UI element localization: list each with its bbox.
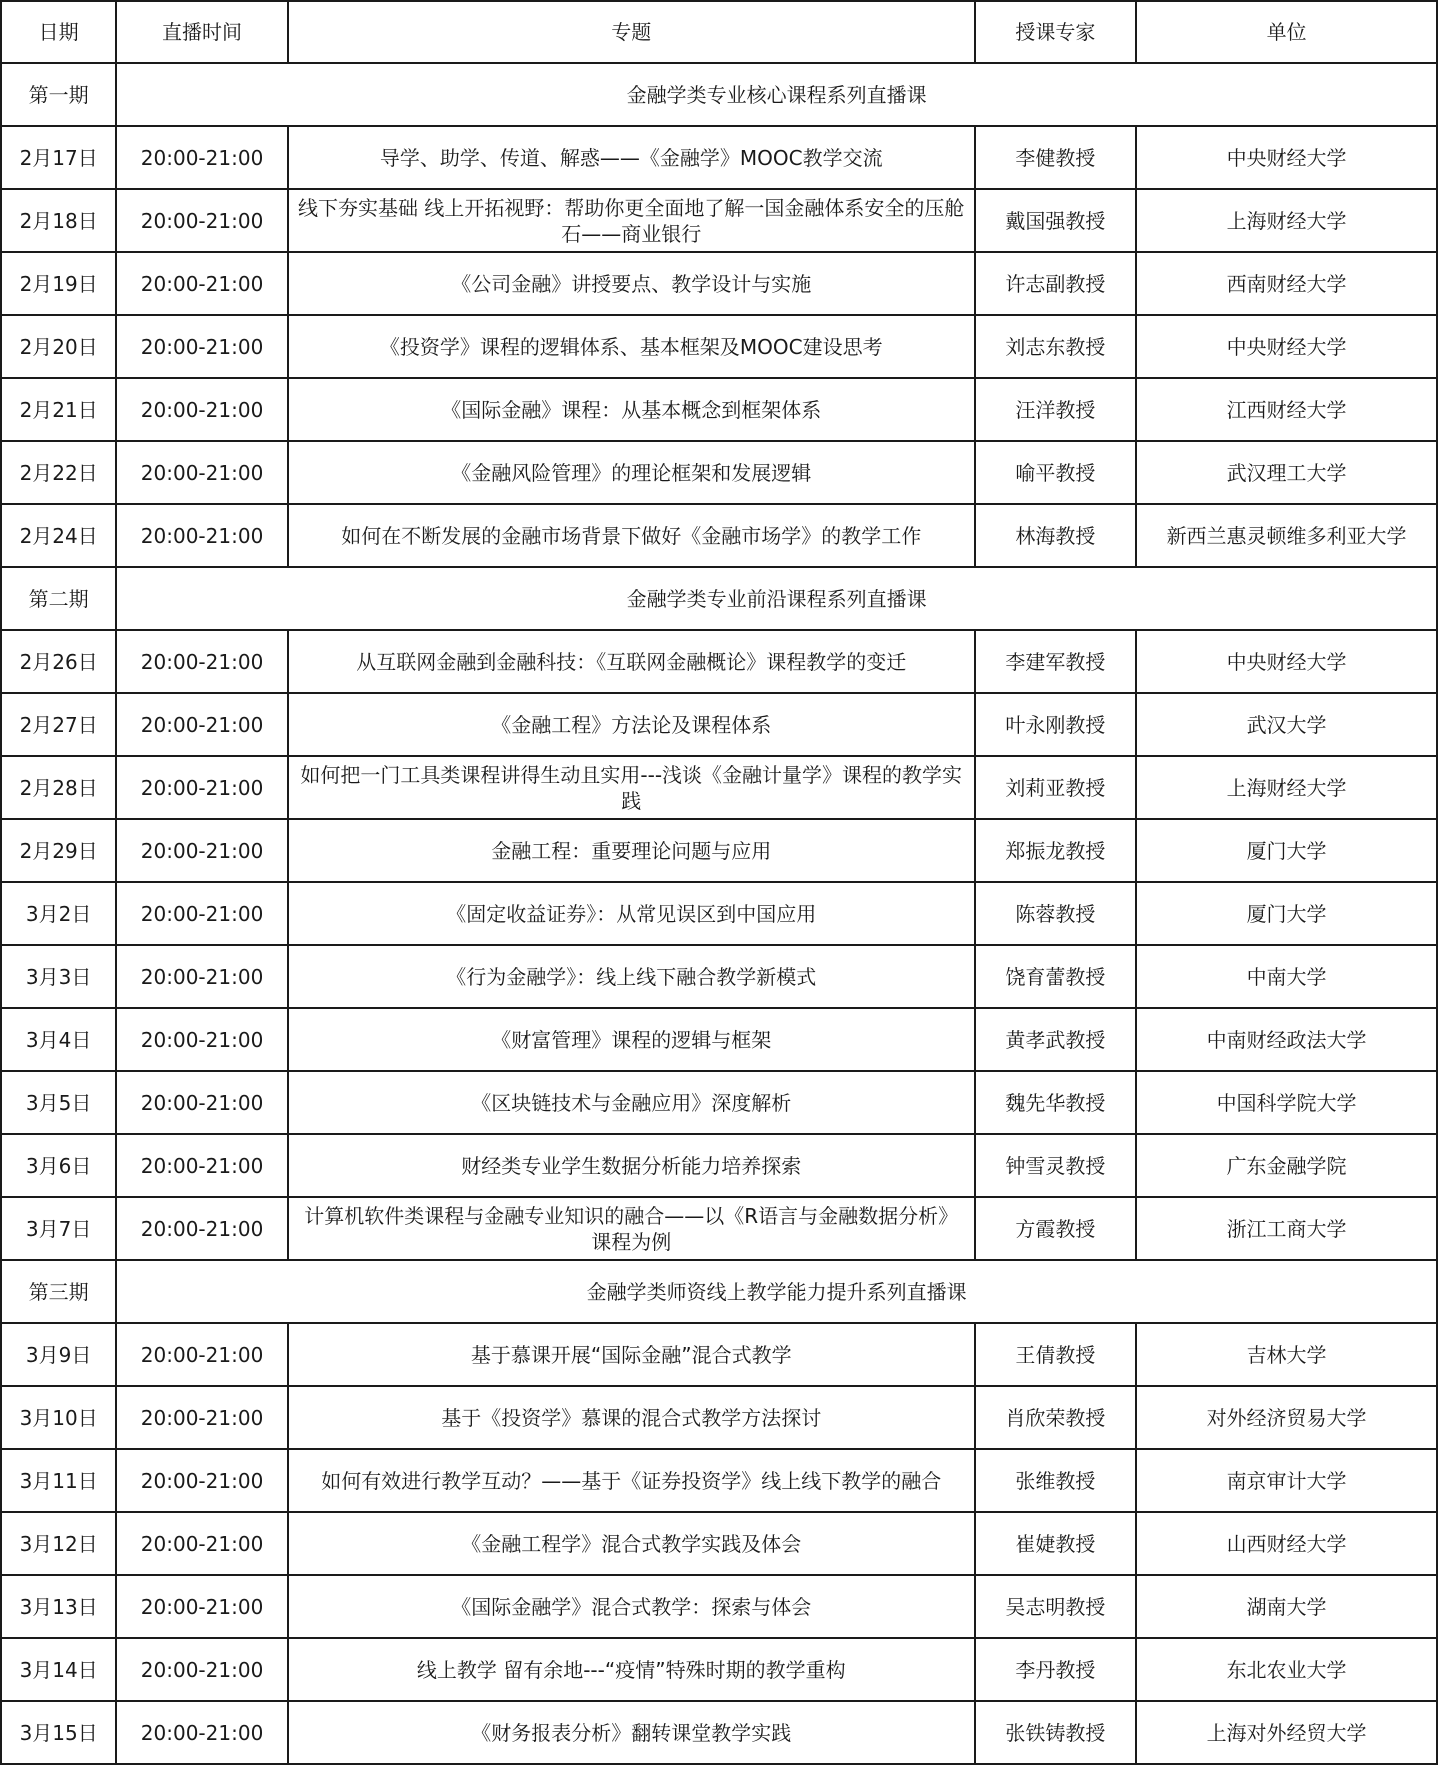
section-period: 第二期 — [1, 567, 116, 630]
cell-date: 3月15日 — [1, 1701, 116, 1764]
cell-date: 2月20日 — [1, 315, 116, 378]
cell-time: 20:00-21:00 — [116, 252, 287, 315]
table-row — [1, 126, 1437, 189]
cell-expert: 饶育蕾教授 — [975, 945, 1136, 1008]
cell-time: 20:00-21:00 — [116, 630, 287, 693]
cell-expert: 许志副教授 — [975, 252, 1136, 315]
cell-date: 2月18日 — [1, 189, 116, 252]
cell-expert: 叶永刚教授 — [975, 693, 1136, 756]
header-topic: 专题 — [288, 1, 975, 63]
cell-time: 20:00-21:00 — [116, 1071, 287, 1134]
cell-expert: 李丹教授 — [975, 1638, 1136, 1701]
cell-topic: 导学、助学、传道、解惑——《金融学》MOOC教学交流 — [288, 126, 975, 189]
table-row — [1, 504, 1437, 567]
cell-topic: 线下夯实基础 线上开拓视野：帮助你更全面地了解一国金融体系安全的压舱石——商业银行 — [288, 189, 975, 252]
cell-date: 2月29日 — [1, 819, 116, 882]
cell-topic: 《金融工程》方法论及课程体系 — [288, 693, 975, 756]
cell-expert: 王倩教授 — [975, 1323, 1136, 1386]
section-row — [1, 567, 1437, 630]
cell-topic: 《投资学》课程的逻辑体系、基本框架及MOOC建设思考 — [288, 315, 975, 378]
cell-expert: 吴志明教授 — [975, 1575, 1136, 1638]
cell-unit: 江西财经大学 — [1136, 378, 1437, 441]
cell-topic: 《财务报表分析》翻转课堂教学实践 — [288, 1701, 975, 1764]
cell-time: 20:00-21:00 — [116, 1134, 287, 1197]
cell-time: 20:00-21:00 — [116, 126, 287, 189]
header-row — [1, 1, 1437, 63]
header-expert: 授课专家 — [975, 1, 1136, 63]
cell-expert: 刘志东教授 — [975, 315, 1136, 378]
cell-date: 2月17日 — [1, 126, 116, 189]
cell-unit: 西南财经大学 — [1136, 252, 1437, 315]
cell-time: 20:00-21:00 — [116, 1638, 287, 1701]
cell-date: 2月26日 — [1, 630, 116, 693]
cell-topic: 《金融工程学》混合式教学实践及体会 — [288, 1512, 975, 1575]
cell-topic: 基于《投资学》慕课的混合式教学方法探讨 — [288, 1386, 975, 1449]
cell-expert: 崔婕教授 — [975, 1512, 1136, 1575]
cell-expert: 汪洋教授 — [975, 378, 1136, 441]
cell-date: 3月14日 — [1, 1638, 116, 1701]
cell-date: 3月13日 — [1, 1575, 116, 1638]
cell-date: 2月21日 — [1, 378, 116, 441]
cell-unit: 中南大学 — [1136, 945, 1437, 1008]
section-period: 第一期 — [1, 63, 116, 126]
cell-time: 20:00-21:00 — [116, 1008, 287, 1071]
cell-unit: 厦门大学 — [1136, 819, 1437, 882]
cell-topic: 金融工程：重要理论问题与应用 — [288, 819, 975, 882]
cell-time: 20:00-21:00 — [116, 693, 287, 756]
cell-topic: 计算机软件类课程与金融专业知识的融合——以《R语言与金融数据分析》课程为例 — [288, 1197, 975, 1260]
cell-date: 3月4日 — [1, 1008, 116, 1071]
cell-topic: 《固定收益证券》：从常见误区到中国应用 — [288, 882, 975, 945]
table-row — [1, 378, 1437, 441]
cell-unit: 吉林大学 — [1136, 1323, 1437, 1386]
cell-expert: 刘莉亚教授 — [975, 756, 1136, 819]
cell-unit: 中南财经政法大学 — [1136, 1008, 1437, 1071]
header-time: 直播时间 — [116, 1, 287, 63]
cell-unit: 武汉理工大学 — [1136, 441, 1437, 504]
cell-date: 2月28日 — [1, 756, 116, 819]
cell-date: 3月5日 — [1, 1071, 116, 1134]
table-row — [1, 1575, 1437, 1638]
table-row — [1, 1449, 1437, 1512]
cell-unit: 厦门大学 — [1136, 882, 1437, 945]
cell-date: 3月12日 — [1, 1512, 116, 1575]
table-row — [1, 945, 1437, 1008]
cell-expert: 黄孝武教授 — [975, 1008, 1136, 1071]
cell-unit: 对外经济贸易大学 — [1136, 1386, 1437, 1449]
table-row — [1, 252, 1437, 315]
cell-expert: 魏先华教授 — [975, 1071, 1136, 1134]
cell-unit: 上海财经大学 — [1136, 189, 1437, 252]
cell-time: 20:00-21:00 — [116, 819, 287, 882]
cell-topic: 《行为金融学》：线上线下融合教学新模式 — [288, 945, 975, 1008]
cell-topic: 财经类专业学生数据分析能力培养探索 — [288, 1134, 975, 1197]
cell-topic: 基于慕课开展“国际金融”混合式教学 — [288, 1323, 975, 1386]
cell-unit: 中国科学院大学 — [1136, 1071, 1437, 1134]
header-date: 日期 — [1, 1, 116, 63]
table-row — [1, 1071, 1437, 1134]
cell-expert: 钟雪灵教授 — [975, 1134, 1136, 1197]
cell-date: 2月19日 — [1, 252, 116, 315]
cell-time: 20:00-21:00 — [116, 1323, 287, 1386]
cell-date: 3月2日 — [1, 882, 116, 945]
cell-topic: 《公司金融》讲授要点、教学设计与实施 — [288, 252, 975, 315]
cell-topic: 《区块链技术与金融应用》深度解析 — [288, 1071, 975, 1134]
cell-expert: 李健教授 — [975, 126, 1136, 189]
cell-expert: 张铁铸教授 — [975, 1701, 1136, 1764]
cell-time: 20:00-21:00 — [116, 1701, 287, 1764]
cell-unit: 南京审计大学 — [1136, 1449, 1437, 1512]
cell-time: 20:00-21:00 — [116, 882, 287, 945]
cell-topic: 如何在不断发展的金融市场背景下做好《金融市场学》的教学工作 — [288, 504, 975, 567]
cell-topic: 如何把一门工具类课程讲得生动且实用---浅谈《金融计量学》课程的教学实践 — [288, 756, 975, 819]
table-row — [1, 819, 1437, 882]
cell-time: 20:00-21:00 — [116, 189, 287, 252]
cell-time: 20:00-21:00 — [116, 504, 287, 567]
cell-topic: 从互联网金融到金融科技：《互联网金融概论》课程教学的变迁 — [288, 630, 975, 693]
cell-time: 20:00-21:00 — [116, 945, 287, 1008]
cell-date: 2月24日 — [1, 504, 116, 567]
cell-unit: 上海对外经贸大学 — [1136, 1701, 1437, 1764]
cell-topic: 《国际金融》课程：从基本概念到框架体系 — [288, 378, 975, 441]
cell-date: 3月6日 — [1, 1134, 116, 1197]
table-row — [1, 1323, 1437, 1386]
cell-unit: 中央财经大学 — [1136, 315, 1437, 378]
cell-unit: 上海财经大学 — [1136, 756, 1437, 819]
cell-expert: 方霞教授 — [975, 1197, 1136, 1260]
cell-expert: 郑振龙教授 — [975, 819, 1136, 882]
cell-unit: 武汉大学 — [1136, 693, 1437, 756]
section-title: 金融学类师资线上教学能力提升系列直播课 — [116, 1260, 1437, 1323]
cell-time: 20:00-21:00 — [116, 1512, 287, 1575]
cell-unit: 浙江工商大学 — [1136, 1197, 1437, 1260]
cell-unit: 广东金融学院 — [1136, 1134, 1437, 1197]
table-row — [1, 441, 1437, 504]
table-row — [1, 189, 1437, 252]
cell-expert: 李建军教授 — [975, 630, 1136, 693]
table-row — [1, 1134, 1437, 1197]
cell-time: 20:00-21:00 — [116, 378, 287, 441]
table-row — [1, 1008, 1437, 1071]
cell-time: 20:00-21:00 — [116, 315, 287, 378]
cell-expert: 陈蓉教授 — [975, 882, 1136, 945]
cell-unit: 湖南大学 — [1136, 1575, 1437, 1638]
cell-expert: 肖欣荣教授 — [975, 1386, 1136, 1449]
table-row — [1, 693, 1437, 756]
schedule-body — [1, 63, 1437, 1764]
section-row — [1, 1260, 1437, 1323]
cell-date: 3月9日 — [1, 1323, 116, 1386]
cell-unit: 中央财经大学 — [1136, 630, 1437, 693]
table-row — [1, 630, 1437, 693]
cell-expert: 喻平教授 — [975, 441, 1136, 504]
cell-unit: 山西财经大学 — [1136, 1512, 1437, 1575]
cell-date: 3月3日 — [1, 945, 116, 1008]
cell-date: 2月27日 — [1, 693, 116, 756]
cell-expert: 张维教授 — [975, 1449, 1136, 1512]
cell-time: 20:00-21:00 — [116, 1386, 287, 1449]
section-row — [1, 63, 1437, 126]
cell-topic: 《国际金融学》混合式教学：探索与体会 — [288, 1575, 975, 1638]
table-row — [1, 315, 1437, 378]
cell-date: 3月11日 — [1, 1449, 116, 1512]
header-unit: 单位 — [1136, 1, 1437, 63]
table-row — [1, 1386, 1437, 1449]
cell-unit: 新西兰惠灵顿维多利亚大学 — [1136, 504, 1437, 567]
cell-expert: 戴国强教授 — [975, 189, 1136, 252]
section-title: 金融学类专业核心课程系列直播课 — [116, 63, 1437, 126]
table-row — [1, 1701, 1437, 1764]
table-row — [1, 882, 1437, 945]
table-row — [1, 1512, 1437, 1575]
table-row — [1, 1197, 1437, 1260]
table-row — [1, 1638, 1437, 1701]
cell-topic: 线上教学 留有余地---“疫情”特殊时期的教学重构 — [288, 1638, 975, 1701]
cell-topic: 如何有效进行教学互动？——基于《证券投资学》线上线下教学的融合 — [288, 1449, 975, 1512]
cell-topic: 《财富管理》课程的逻辑与框架 — [288, 1008, 975, 1071]
section-period: 第三期 — [1, 1260, 116, 1323]
cell-date: 3月7日 — [1, 1197, 116, 1260]
cell-date: 3月10日 — [1, 1386, 116, 1449]
cell-expert: 林海教授 — [975, 504, 1136, 567]
cell-topic: 《金融风险管理》的理论框架和发展逻辑 — [288, 441, 975, 504]
table-row — [1, 756, 1437, 819]
cell-time: 20:00-21:00 — [116, 441, 287, 504]
cell-time: 20:00-21:00 — [116, 1575, 287, 1638]
cell-date: 2月22日 — [1, 441, 116, 504]
cell-unit: 东北农业大学 — [1136, 1638, 1437, 1701]
cell-unit: 中央财经大学 — [1136, 126, 1437, 189]
cell-time: 20:00-21:00 — [116, 1197, 287, 1260]
cell-time: 20:00-21:00 — [116, 1449, 287, 1512]
section-title: 金融学类专业前沿课程系列直播课 — [116, 567, 1437, 630]
cell-time: 20:00-21:00 — [116, 756, 287, 819]
